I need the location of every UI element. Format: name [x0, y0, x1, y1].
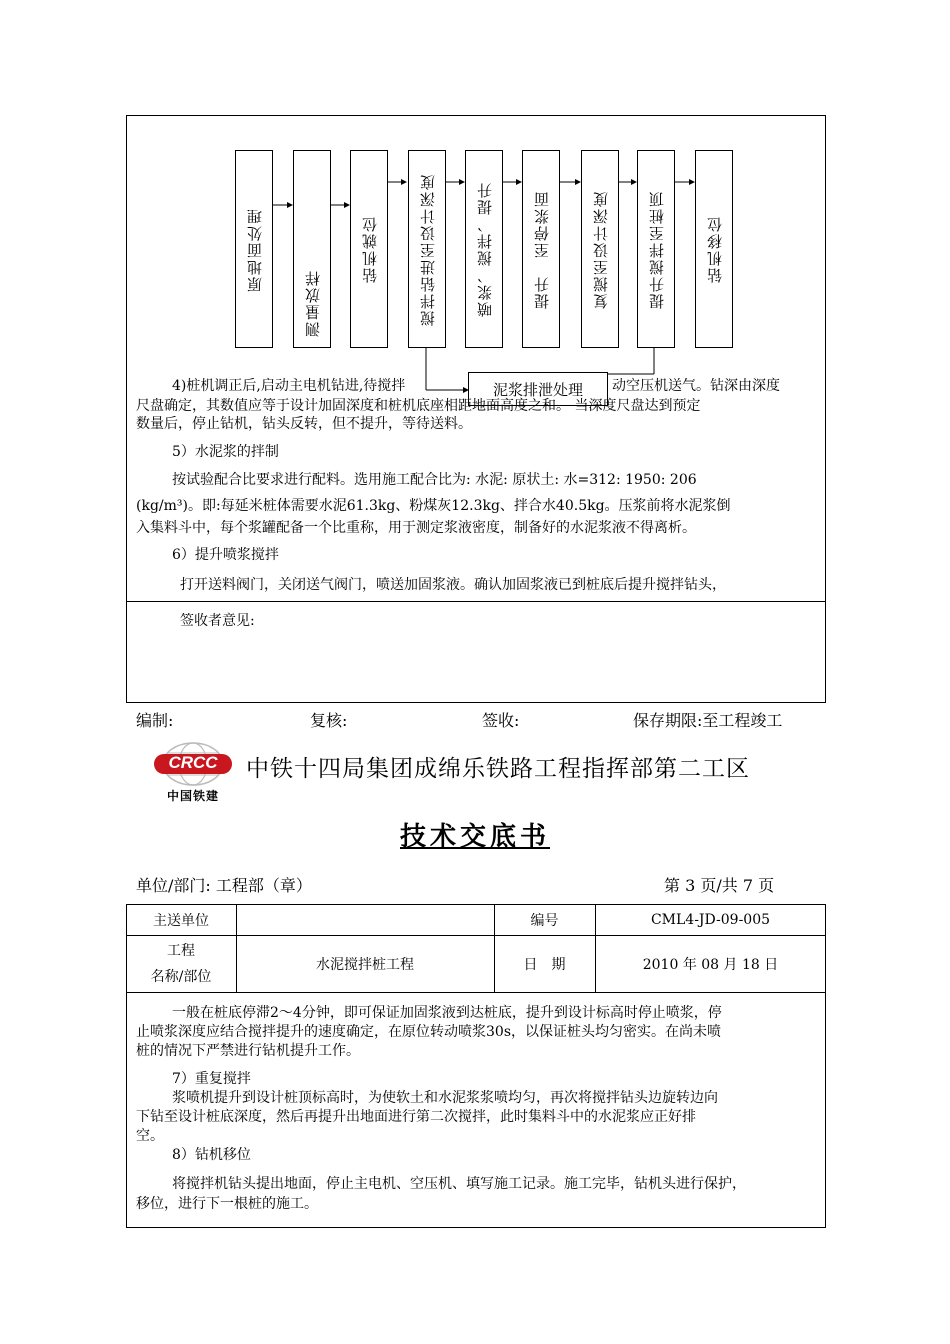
flow-step-8: 提升搅拌至桩顶 [637, 150, 675, 348]
flow-step-4: 搅拌钻进至设计深度 [408, 150, 446, 348]
flow-step-7: 复搅至设计深度 [581, 150, 619, 348]
table-hline-2 [126, 992, 826, 993]
sig-compile: 编制: [136, 711, 174, 730]
lp7-line1: 浆喷机提升到设计桩顶标高时，为使软土和水泥浆浆喷均匀，再次将搅拌钻头边旋转边向 [172, 1090, 718, 1106]
logo-sub: 中国铁建 [166, 789, 219, 803]
sig-receive: 签收: [482, 711, 520, 730]
org-title: 中铁十四局集团成绵乐铁路工程指挥部第二工区 [246, 756, 750, 782]
unit-label: 单位/部门: 工程部（章） [136, 876, 312, 895]
lp8-line2: 移位，进行下一根桩的施工。 [136, 1196, 318, 1212]
lp1-line3: 桩的情况下严禁进行钻机提升工作。 [136, 1043, 360, 1059]
p5-line1: 按试验配合比要求进行配料。选用施工配合比为: 水泥: 原状土: 水=312: 1950: 206 [172, 472, 697, 488]
p4-line2: 尺盘确定，其数值应等于设计加固深度和桩机底座相距地面高度之和。 当深度尺盘达到预定 [136, 398, 701, 414]
p5-line2: (kg/m³)。即:每延米桩体需要水泥61.3kg、粉煤灰12.3kg、拌合水40.5kg。压浆前将水泥浆倒 [136, 498, 731, 514]
heading-5: 5）水泥浆的拌制 [172, 444, 279, 460]
upper-divider [126, 601, 826, 602]
page-indicator: 第 3 页/共 7 页 [664, 876, 775, 895]
receiver-label: 签收者意见: [180, 613, 255, 629]
doc-title: 技术交底书 [399, 822, 550, 852]
lp7-line2: 下钻至设计桩底深度，然后再提升出地面进行第二次搅拌，此时集料斗中的水泥浆应正好排 [136, 1109, 696, 1125]
lp7-line3: 空。 [136, 1128, 164, 1144]
p4-line1: 4)桩机调正后,启动主电机钻进,待搅拌 [172, 378, 406, 394]
send-unit-value [236, 904, 494, 935]
date-label: 日 期 [523, 956, 566, 973]
lp1-line2: 止喷浆深度应结合搅拌提升的速度确定，在原位转动喷浆30s，以保证桩头均匀密实。在尚未喷 [136, 1024, 721, 1040]
flow-step-3: 钻机就位 [350, 150, 388, 348]
p4-line1-tail: 动空压机送气。钻深由深度 [612, 378, 780, 394]
p4-line3: 数量后，停止钻机，钻头反转，但不提升，等待送料。 [136, 416, 472, 432]
sig-retention: 保存期限:至工程竣工 [633, 711, 783, 730]
p5-line3: 入集料斗中，每个浆罐配备一个比重称，用于测定浆液密度，制备好的水泥浆液不得离析。 [136, 520, 696, 536]
flow-step-2: 测量放样 [293, 150, 331, 348]
doc-no-value: CML4-JD-09-005 [650, 911, 771, 928]
flow-step-9: 钻机移位 [695, 150, 733, 348]
slurry-box: 泥浆排泄处理 [468, 372, 608, 406]
flow-step-5: 喷浆、搅拌、提升 [465, 150, 503, 348]
project-value: 水泥搅拌桩工程 [316, 956, 414, 973]
flow-step-1: 原地面处理 [235, 150, 273, 348]
p6-line1: 打开送料阀门，关闭送气阀门，喷送加固浆液。确认加固浆液已到桩底后提升搅拌钻头， [180, 577, 726, 593]
sig-review: 复核: [310, 711, 348, 730]
logo-text: CRCC [168, 753, 218, 772]
heading-6: 6）提升喷浆搅拌 [172, 547, 279, 563]
send-unit-label: 主送单位 [153, 912, 209, 929]
heading-7: 7）重复搅拌 [172, 1071, 251, 1087]
date-value: 2010 年 08 月 18 日 [642, 956, 779, 973]
heading-8: 8）钻机移位 [172, 1147, 251, 1163]
crcc-logo [150, 740, 236, 804]
project-label: 工程 名称/部位 [150, 942, 212, 985]
doc-no-label: 编号 [530, 912, 559, 929]
flow-step-6: 提升 至停浆面 [522, 150, 560, 348]
lp1-line1: 一般在桩底停滞2～4分钟，即可保证加固浆液到达桩底，提升到设计标高时停止喷浆，停 [172, 1005, 722, 1021]
lp8-line1: 将搅拌机钻头提出地面，停止主电机、空压机、填写施工记录。施工完毕，钻机头进行保护， [172, 1176, 746, 1192]
